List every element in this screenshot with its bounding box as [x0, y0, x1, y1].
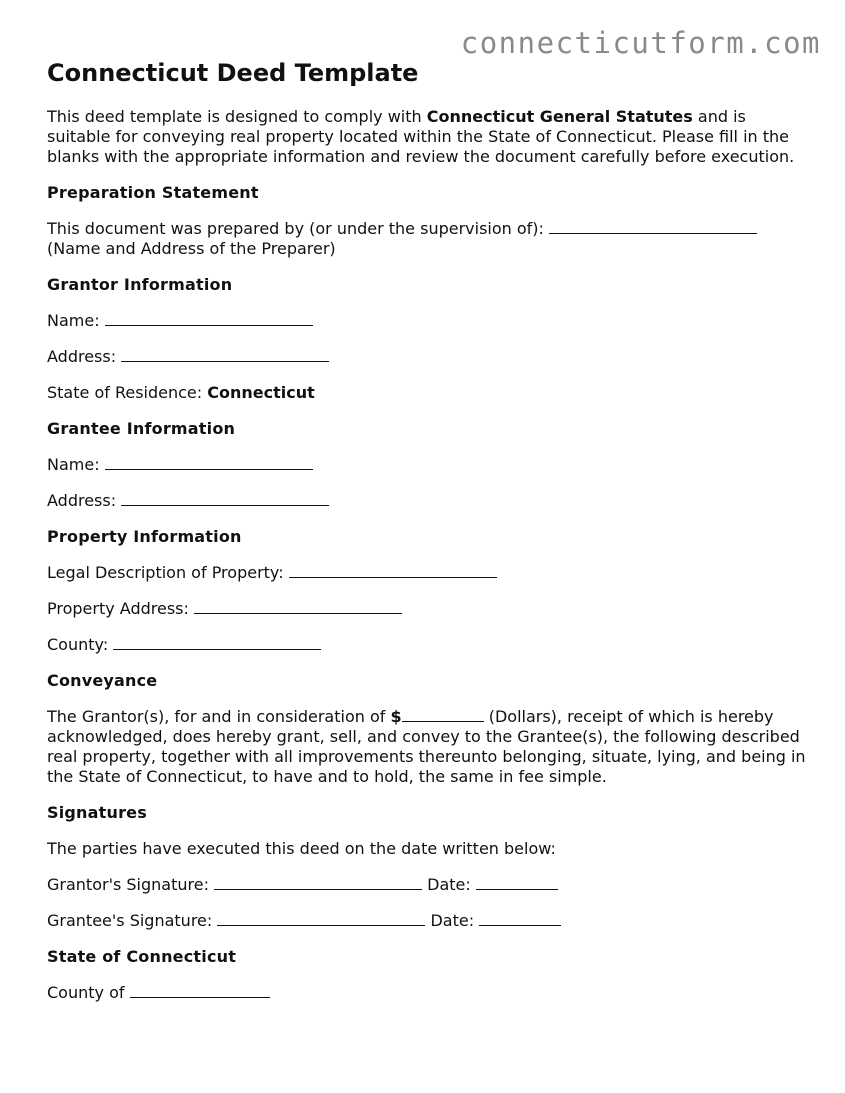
grantor-address-row: [47, 347, 807, 367]
grantee-address-row: [47, 491, 807, 511]
grantor-date-blank[interactable]: [476, 875, 558, 890]
property-county-row: [47, 635, 807, 655]
grantee-signature-blank[interactable]: [217, 911, 425, 926]
grantee-name-label: Name:: [47, 455, 100, 474]
grantor-address-blank[interactable]: [121, 347, 329, 362]
grantor-signature-label: Grantor's Signature:: [47, 875, 209, 894]
property-legal-blank[interactable]: [289, 563, 497, 578]
preparation-statement: [47, 219, 807, 259]
grantor-name-label: Name:: [47, 311, 100, 330]
grantor-address-label: Address:: [47, 347, 117, 366]
deed-document: [47, 56, 807, 1003]
preparation-heading: Preparation Statement: [47, 183, 259, 202]
grantor-residence-label: State of Residence:: [47, 383, 203, 402]
grantor-name-row: [47, 311, 807, 331]
grantee-heading: Grantee Information: [47, 419, 236, 438]
signatures-heading: Signatures: [47, 803, 147, 822]
intro-text-before: This deed template is designed to comply with: [47, 107, 427, 126]
property-county-label: County:: [47, 635, 109, 654]
consideration-amount-blank[interactable]: [402, 707, 484, 722]
signatures-text: The parties have executed this deed on the date written below:: [47, 839, 556, 858]
grantee-name-blank[interactable]: [105, 455, 313, 470]
intro-statute-reference: Connecticut General Statutes: [426, 107, 693, 126]
conveyance-paragraph: [47, 707, 807, 787]
state-county-row: [47, 983, 807, 1003]
grantor-name-blank[interactable]: [105, 311, 313, 326]
preparation-text: This document was prepared by (or under the supervision of):: [47, 219, 544, 238]
grantor-signature-row: [47, 875, 807, 895]
conveyance-text-after: (Dollars), receipt of which is hereby acknowledged, does hereby grant, sell, and convey to the Grantee(s), the following described real property, together with all improvements thereunto belonging, situate, lying, and being in the State of Connecticut, to have and to hold, the same in fee simple.: [47, 707, 806, 786]
grantor-signature-blank[interactable]: [214, 875, 422, 890]
state-county-blank[interactable]: [130, 983, 270, 998]
grantee-address-label: Address:: [47, 491, 117, 510]
property-legal-row: [47, 563, 807, 583]
grantee-date-blank[interactable]: [479, 911, 561, 926]
property-county-blank[interactable]: [113, 635, 321, 650]
property-legal-label: Legal Description of Property:: [47, 563, 284, 582]
property-heading: Property Information: [47, 527, 242, 546]
state-county-label: County of: [47, 983, 125, 1002]
intro-paragraph: [47, 107, 807, 167]
grantor-date-label: Date:: [427, 875, 471, 894]
grantee-signature-label: Grantee's Signature:: [47, 911, 213, 930]
property-address-row: [47, 599, 807, 619]
grantee-date-label: Date:: [430, 911, 475, 930]
grantor-heading: Grantor Information: [47, 275, 233, 294]
grantee-address-blank[interactable]: [121, 491, 329, 506]
grantor-residence-value: Connecticut: [207, 383, 315, 402]
currency-symbol: $: [390, 707, 402, 726]
conveyance-text-before: The Grantor(s), for and in consideration of: [47, 707, 391, 726]
watermark: connecticutform.com: [460, 26, 821, 60]
conveyance-heading: Conveyance: [47, 671, 158, 690]
property-address-label: Property Address:: [47, 599, 189, 618]
property-address-blank[interactable]: [194, 599, 402, 614]
grantor-residence-row: [47, 383, 807, 403]
preparation-note: (Name and Address of the Preparer): [47, 239, 336, 258]
page-title: Connecticut Deed Template: [47, 59, 419, 87]
intro-text-after: and is suitable for conveying real property located within the State of Connecticut. Please fill in the blanks with the appropriate information and review the document carefully before execution.: [47, 107, 795, 166]
state-heading: State of Connecticut: [47, 947, 237, 966]
grantee-name-row: [47, 455, 807, 475]
preparer-blank[interactable]: [549, 219, 757, 234]
grantee-signature-row: [47, 911, 807, 931]
